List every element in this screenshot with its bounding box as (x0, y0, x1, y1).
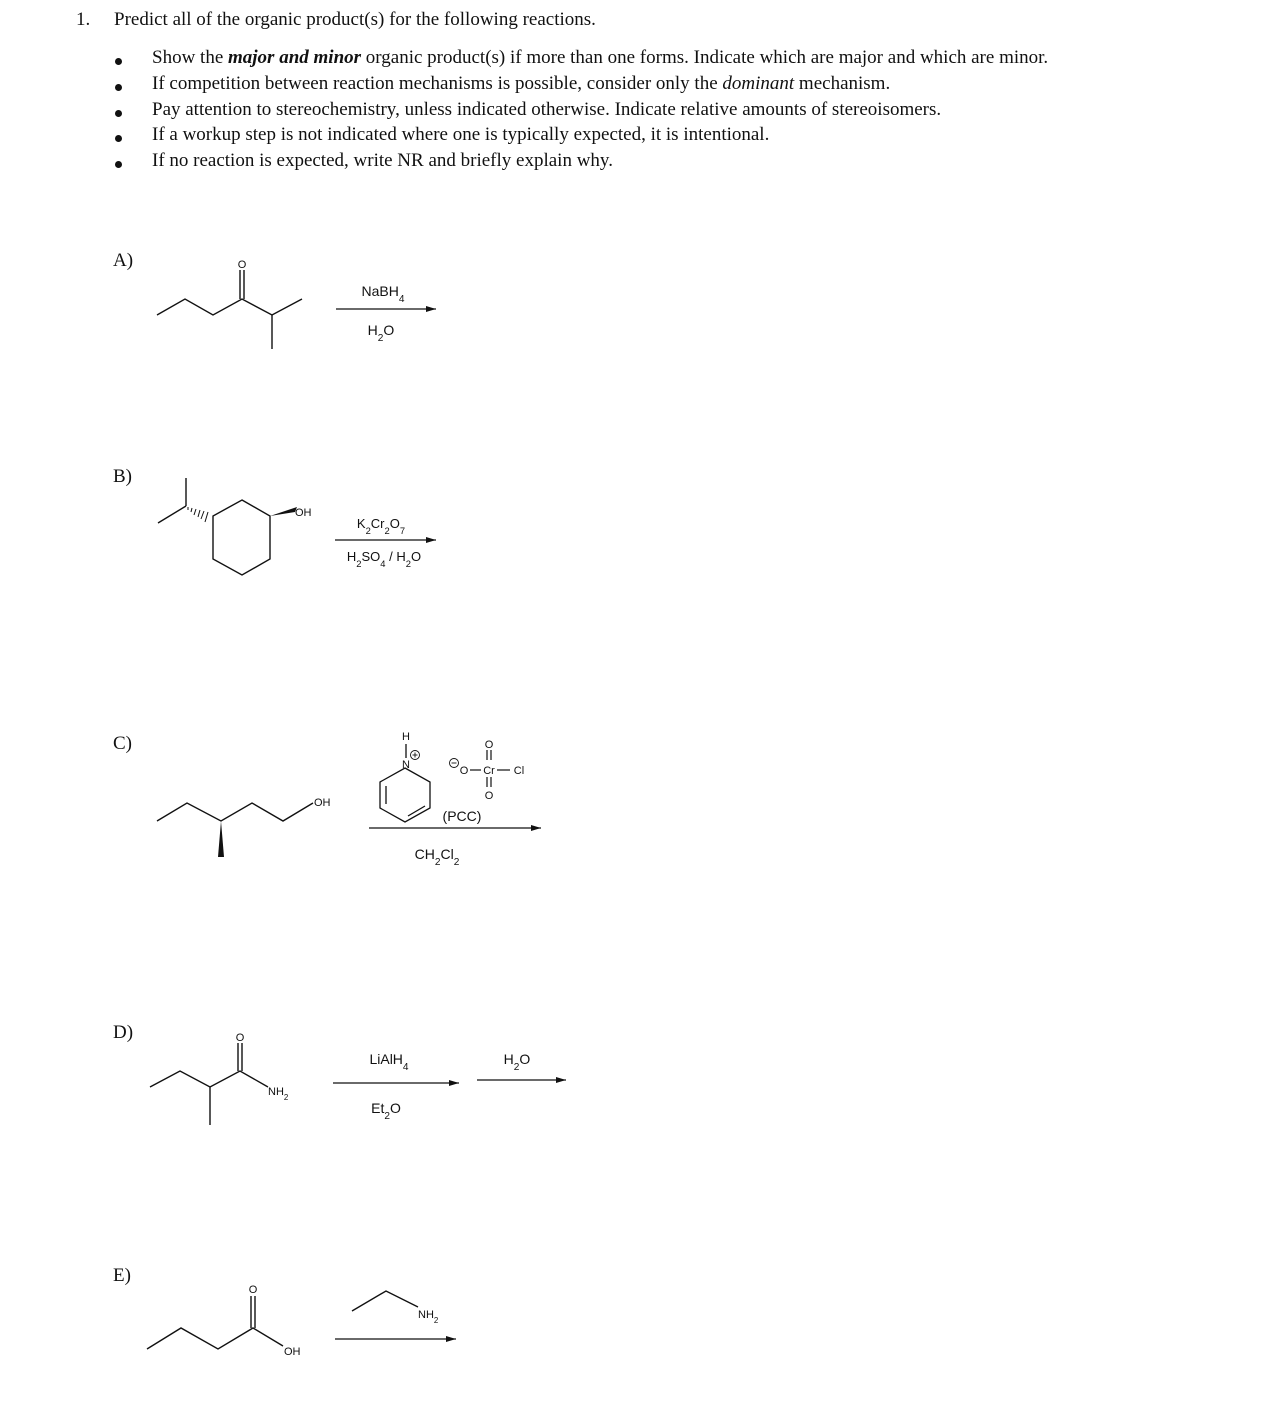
chromium-label: Cr (483, 765, 495, 777)
carbon-chain (157, 299, 302, 315)
reagent-above: $K_2Cr_2O_7$ (356, 516, 406, 536)
cyclohexane-ring (213, 500, 270, 575)
carbon-chain (157, 803, 313, 821)
amine-label: $NH_2$ (268, 1086, 289, 1102)
problem-a-molecule (157, 270, 302, 349)
carbon-chain (150, 1071, 268, 1087)
instruction-text: Show the major and minor organic product(s) if more than one forms. Indicate which are major and which are minor. (152, 47, 1049, 68)
problem-e-molecule (147, 1296, 283, 1349)
carbonyl-oxygen-label: O (237, 259, 247, 271)
pyridinium-ring (380, 744, 430, 822)
step1-reagent-below: $Et_2O$ (371, 1100, 401, 1122)
solvent-label: $CH_2Cl_2$ (414, 846, 460, 868)
pyridinium-n-label: N (402, 759, 410, 771)
carbonyl-oxygen-label: O (248, 1284, 258, 1296)
instruction-text: If a workup step is not indicated where one is typically expected, it is intentional. (152, 124, 770, 145)
instruction-text: If no reaction is expected, write NR and briefly explain why. (152, 150, 613, 171)
solid-wedge-bond (270, 507, 297, 516)
problem-label-e: E) (113, 1265, 131, 1286)
hydroxyl-label: OH (284, 1346, 301, 1358)
chromate-oxygen-bottom-label: O (484, 790, 494, 802)
negative-charge-icon (450, 759, 459, 768)
question-title: Predict all of the organic product(s) for the following reactions. (114, 9, 596, 30)
instruction-text: Pay attention to stereochemistry, unless indicated otherwise. Indicate relative amounts of stereoisomers. (152, 99, 942, 120)
pyridinium-h-label: H (402, 731, 410, 743)
carbonyl-oxygen-label: O (235, 1032, 245, 1044)
step1-reagent-above: LiAlH$_4$ (369, 1051, 409, 1073)
question-number: 1. (76, 9, 91, 30)
problem-d-molecule (150, 1043, 268, 1125)
hydroxyl-label: OH (295, 507, 312, 519)
ethylamine-reagent (352, 1291, 418, 1311)
step2-reagent-above: $H_2O$ (503, 1051, 531, 1073)
reagent-amine-label: $NH_2$ (418, 1309, 439, 1325)
hydroxyl-label: OH (314, 797, 331, 809)
problem-b-molecule (158, 478, 270, 575)
solid-wedge-bond (218, 821, 224, 857)
positive-charge-icon (411, 751, 420, 760)
hashed-wedge-bond (188, 507, 208, 522)
problem-c-molecule (157, 803, 313, 821)
reagent-above: NaBH$_4$ (361, 283, 405, 305)
pcc-name: (PCC) (442, 808, 482, 824)
isopropyl-bond (158, 506, 186, 523)
chromate-oxygen-minus-label: O (459, 765, 469, 777)
carbon-chain (147, 1328, 283, 1349)
reagent-below: $H_2SO_4 / H_2O$ (346, 549, 422, 569)
problem-label-a: A) (113, 250, 134, 271)
problem-label-c: C) (113, 733, 132, 754)
chromate-oxygen-top-label: O (484, 739, 494, 751)
reagent-below: $H_2O$ (367, 322, 395, 344)
instruction-text: If competition between reaction mechanisms is possible, consider only the dominant mechanism. (152, 73, 891, 94)
problem-label-b: B) (113, 466, 132, 487)
problem-label-d: D) (113, 1022, 134, 1043)
chlorine-label: Cl (513, 765, 525, 777)
